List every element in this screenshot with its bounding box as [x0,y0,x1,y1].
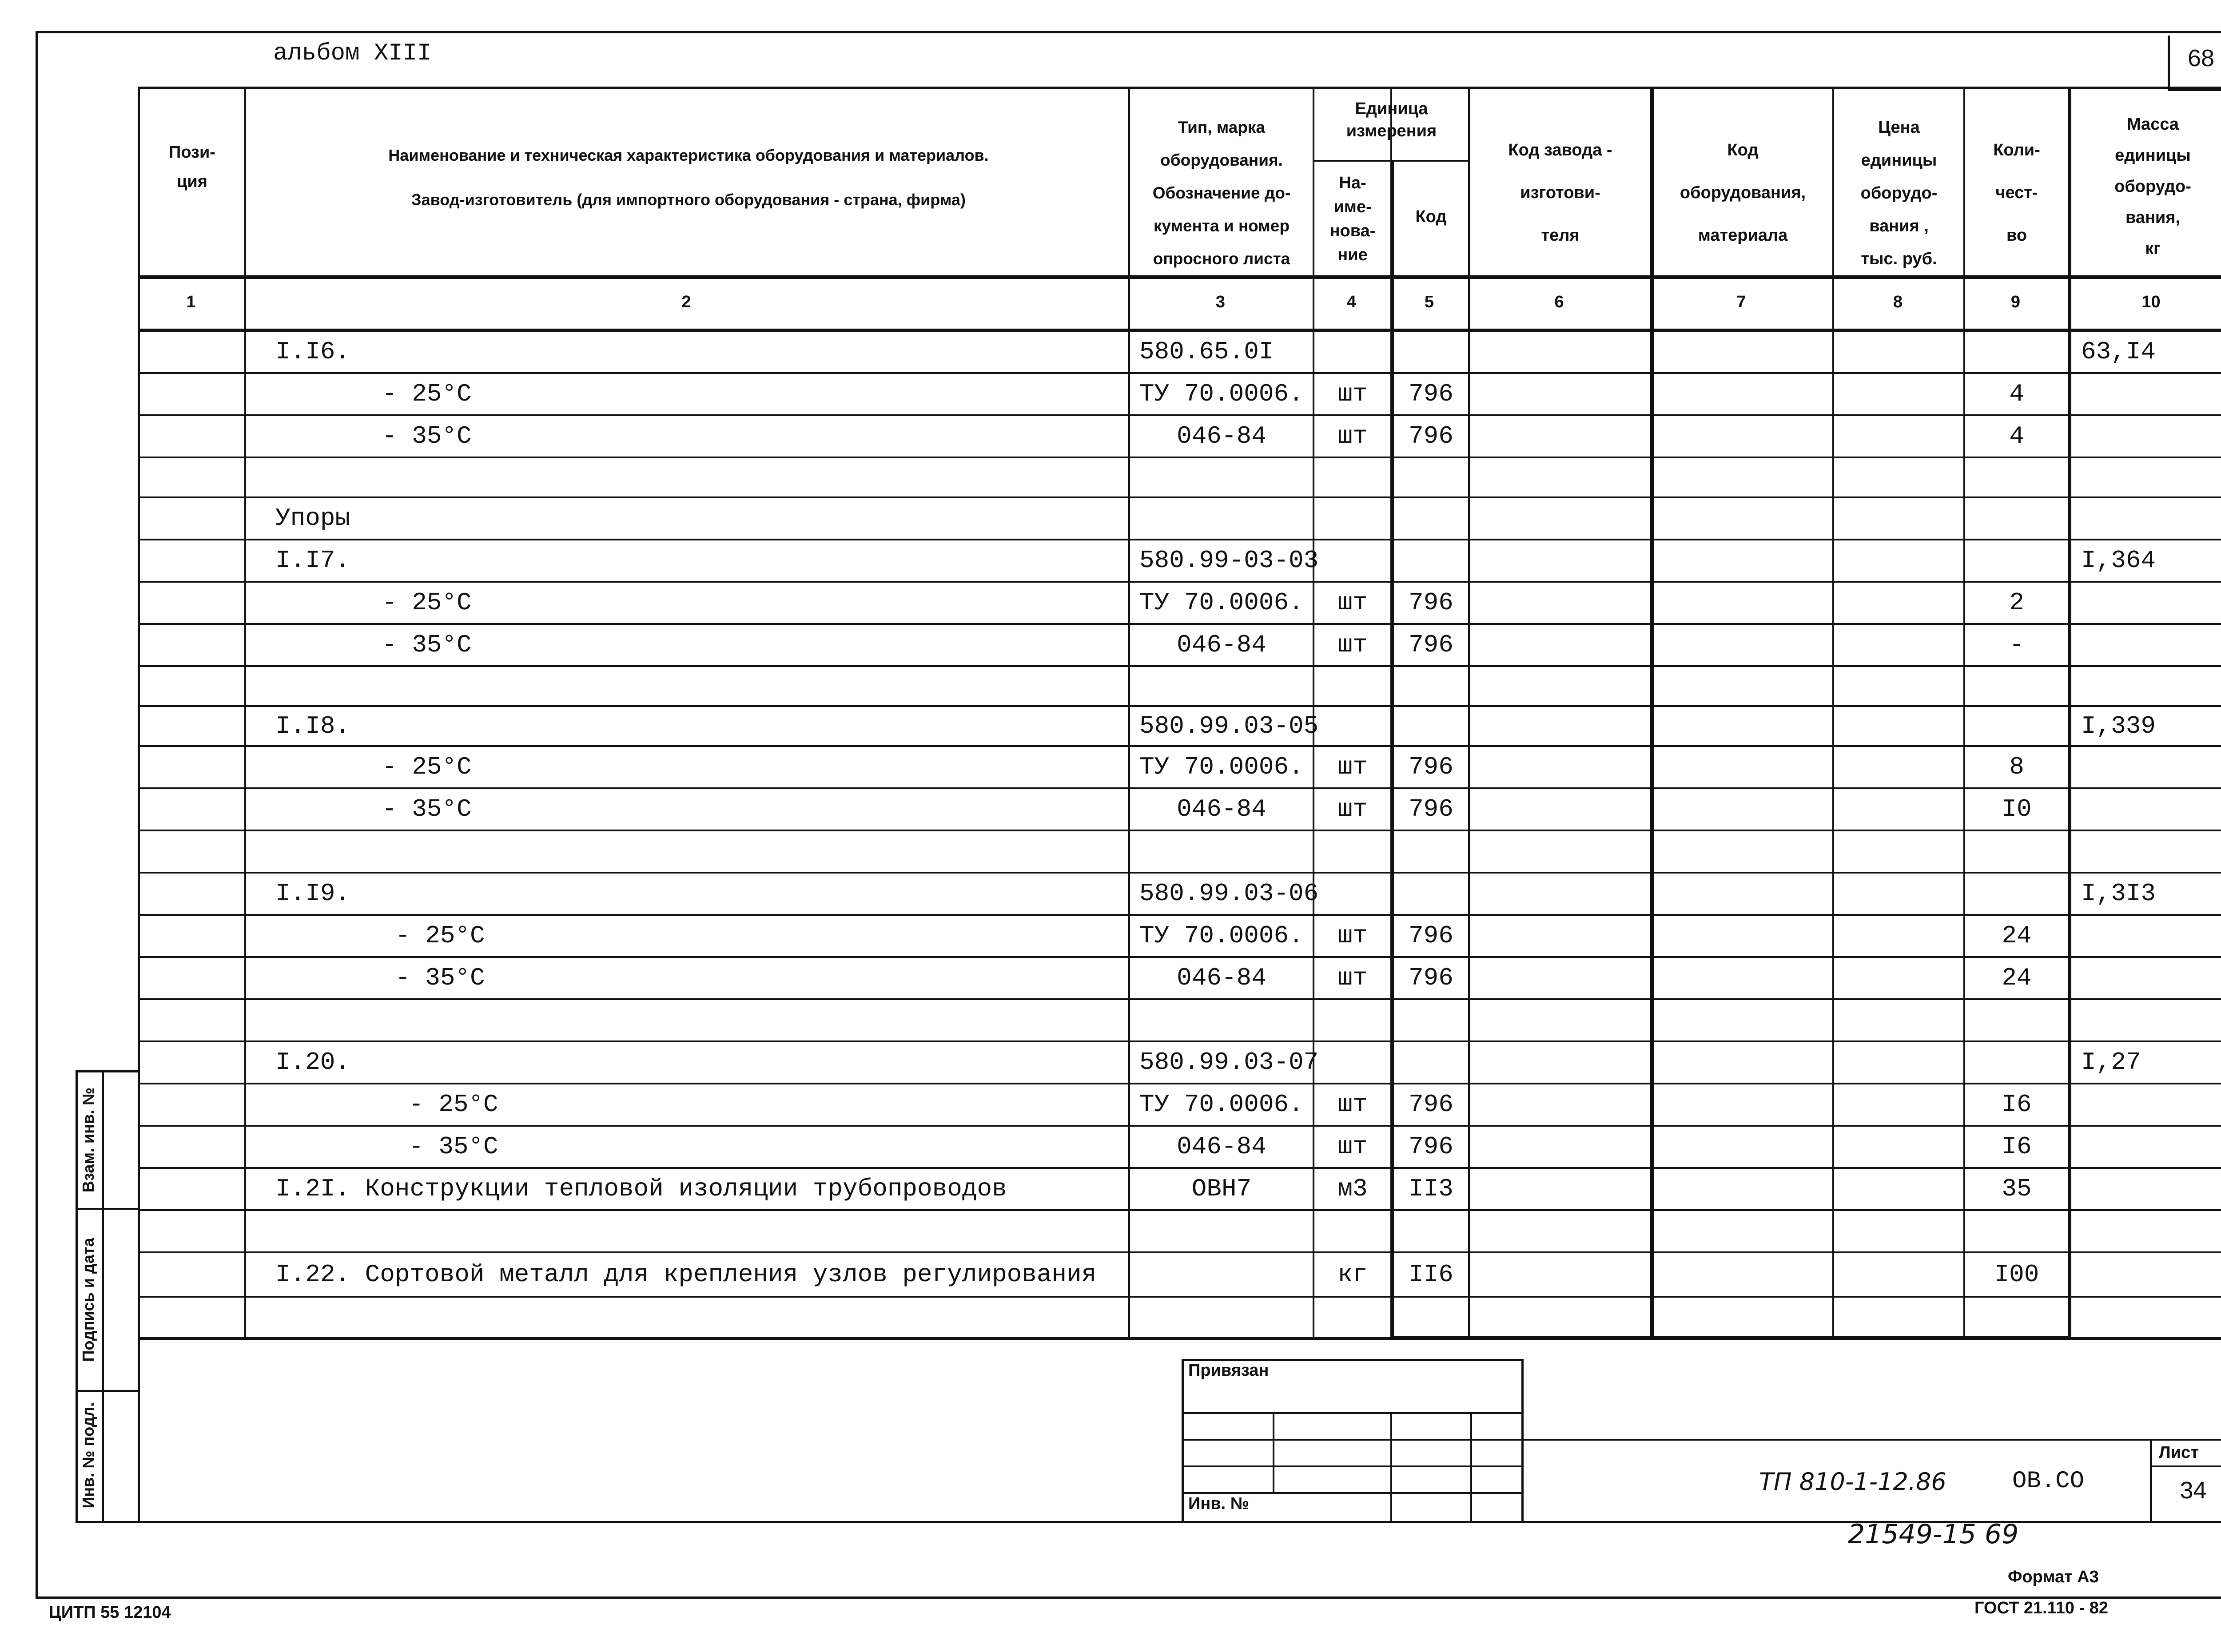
row-name: - 35°C [395,964,485,992]
row-type [1130,1297,1313,1338]
row-unit: шт [1337,380,1368,408]
row-type: 580.99.03-05 [1139,712,1319,740]
row-type [1130,830,1313,873]
row-type: ТУ 70.0006. [1139,588,1304,617]
row-qty: I6 [2002,1090,2032,1119]
row-qty [1966,706,2068,746]
table-row [0,497,2221,540]
row-name: I.20. [275,1048,350,1076]
ctp-label: ЦИТП 55 12104 [49,1603,171,1622]
row-unit [1315,1210,1390,1252]
row-qty [1966,830,2068,873]
table-row [0,1210,2221,1252]
row-unit: шт [1337,753,1368,781]
header-col10: Масса единицы оборудо- вания, кг [2114,115,2191,258]
handwritten-number: 21549-15 69 [1848,1519,2019,1550]
row-name: - 25°C [382,588,472,617]
table-row [0,1252,2221,1297]
row-unit: шт [1337,631,1368,659]
row-mass: I,364 [2081,546,2156,575]
row-type: 580.99-03-03 [1139,546,1319,575]
row-code [1394,873,1468,915]
table-row [0,582,2221,624]
row-name: - 35°C [409,1132,498,1161]
stamp-line-4 [1182,1492,1524,1494]
row-unit [1315,830,1390,873]
colnum-1: 1 [186,293,196,311]
row-code: 796 [1409,964,1453,992]
row-qty: I00 [1994,1260,2039,1289]
row-name: - 25°C [382,380,472,408]
row-unit: шт [1337,588,1368,617]
colnum-5: 5 [1424,293,1434,311]
row-name: I.2I. Конструкции тепловой изоляции трубопроводов [275,1175,1007,1203]
row-unit: шт [1337,1090,1368,1119]
row-qty [1966,497,2068,540]
sheet-box-divider [2150,1465,2221,1467]
row-qty [1966,331,2068,373]
row-unit: шт [1337,964,1368,992]
row-mass: I,27 [2081,1048,2141,1076]
row-type: ОВН7 [1191,1175,1252,1203]
row-type: 046-84 [1177,964,1266,992]
row-code: 796 [1409,1132,1453,1161]
table-row [0,1168,2221,1210]
row-code [1394,706,1468,746]
header-unit-group: Единица измерения [1346,99,1437,140]
row-code: 796 [1409,1090,1453,1119]
unit-group-line [1313,160,1468,162]
stamp-line-2 [1182,1439,1524,1441]
row-code [1394,1210,1468,1252]
row-unit [1315,457,1390,497]
colnum-9: 9 [2010,293,2021,311]
row-qty: I6 [2002,1132,2032,1161]
row-qty [1966,1041,2068,1084]
row-code [1394,830,1468,873]
colnum-8: 8 [1893,293,1903,311]
row-qty [1966,999,2068,1041]
header-col4: На- име- нова- ние [1329,174,1376,264]
table-row [0,415,2221,457]
row-type: 580.65.0I [1139,338,1274,366]
row-type: 580.99.03-07 [1139,1048,1319,1076]
table-row [0,373,2221,415]
side-strip-line-1 [76,1208,140,1210]
row-unit: шт [1337,795,1368,823]
row-code [1394,666,1468,706]
format-label: Формат А3 [2008,1568,2099,1586]
row-code [1394,457,1468,497]
row-type: 046-84 [1177,795,1266,823]
colnum-3: 3 [1215,293,1226,311]
row-name: Упоры [275,504,350,532]
row-type: 046-84 [1177,1132,1266,1161]
table-row [0,788,2221,830]
header-col5: Код [1415,207,1447,226]
row-type [1130,1252,1313,1297]
row-qty [1966,666,2068,706]
row-name: - 35°C [382,422,472,450]
row-code: 796 [1409,380,1453,408]
colnum-6: 6 [1554,293,1564,311]
table-row [0,666,2221,706]
row-qty [1966,873,2068,915]
row-name: - 25°C [382,753,472,781]
row-type: ТУ 70.0006. [1139,753,1304,781]
row-qty: 4 [2009,422,2024,450]
colnum-7: 7 [1736,293,1746,311]
header-col1: Пози- ция [169,143,215,191]
row-qty [1966,457,2068,497]
table-row [0,957,2221,999]
row-name: I.I6. [275,338,350,366]
row-mass: I,3I3 [2081,879,2156,908]
row-code [1394,331,1468,373]
side-label-replacement: Взам. инв. № [79,1087,97,1193]
row-type [1130,457,1313,497]
header-col9: Коли- чест- во [1993,141,2040,245]
album-label: альбом XIII [273,40,432,67]
row-type: 046-84 [1177,631,1266,659]
table-row [0,1297,2221,1338]
row-unit: кг [1337,1260,1368,1289]
bold-block-bottom [1390,1336,2071,1339]
row-name: I.22. Сортовой металл для крепления узлов регулирования [275,1260,1097,1289]
stamp-line-1 [1182,1412,1524,1414]
row-code [1394,1297,1468,1338]
row-type [1130,999,1313,1041]
stamp-attached-label: Привязан [1188,1361,1269,1380]
row-type: ТУ 70.0006. [1139,1090,1304,1119]
row-unit: м3 [1337,1175,1368,1203]
row-code: 796 [1409,753,1453,781]
colnum-4: 4 [1346,293,1357,311]
row-unit: шт [1337,921,1368,950]
table-row [0,1041,2221,1084]
row-qty: 2 [2009,588,2024,617]
row-name: - 25°C [395,921,485,950]
table-row [0,624,2221,666]
row-code: 796 [1409,588,1453,617]
row-type [1130,1210,1313,1252]
document-code: ТП 810-1-12.86 [1759,1468,1946,1496]
stamp-col-3 [1470,1412,1472,1523]
row-code: II6 [1409,1260,1453,1289]
row-type: ТУ 70.0006. [1139,921,1304,950]
side-label-original: Инв. № подл. [79,1402,97,1509]
row-mass: I,339 [2081,712,2156,740]
row-code: 796 [1409,631,1453,659]
table-row [0,746,2221,788]
row-qty [1966,540,2068,582]
stamp-line-3 [1182,1465,1524,1467]
row-type: 046-84 [1177,422,1266,450]
colnum-2: 2 [681,293,691,311]
side-strip-divider [102,1070,104,1523]
table-row [0,457,2221,497]
row-type: ТУ 70.0006. [1139,380,1304,408]
row-unit [1315,331,1390,373]
row-code [1394,999,1468,1041]
header-col7: Код оборудования, материала [1680,141,1806,245]
row-type [1130,666,1313,706]
row-mass: 63,I4 [2081,338,2156,366]
table-row [0,915,2221,957]
row-unit: шт [1337,422,1368,450]
row-code: II3 [1409,1175,1453,1203]
header-col6: Код завода - изготови- теля [1508,141,1612,245]
table-row [0,1084,2221,1126]
row-qty: I0 [2002,795,2032,823]
row-unit [1315,999,1390,1041]
row-unit [1315,1041,1390,1084]
side-label-signature: Подпись и дата [79,1238,97,1362]
row-unit [1315,540,1390,582]
colnum-10: 10 [2141,293,2161,311]
row-unit: шт [1337,1132,1368,1161]
row-unit [1315,497,1390,540]
header-col3: Тип, марка оборудования. Обозначение до- кумента и номер опросного листа [1152,118,1291,268]
row-qty [1966,1210,2068,1252]
header-col2: Наименование и техническая характеристика оборудования и материалов. Завод-изготовитель (для импортного оборудования - страна, фирма) [388,146,989,209]
header-col8: Цена единицы оборудо- вания , тыс. руб. [1860,118,1938,268]
row-unit [1315,666,1390,706]
row-unit [1315,873,1390,915]
row-name: I.I9. [275,879,350,908]
row-code [1394,1041,1468,1084]
table-row [0,540,2221,582]
stamp-col-1 [1273,1412,1274,1492]
row-type [1130,497,1313,540]
row-qty: - [2009,631,2024,659]
row-qty [1966,1297,2068,1338]
row-name: I.I8. [275,712,350,740]
row-code: 796 [1409,921,1453,950]
row-qty: 24 [2002,964,2032,992]
row-name: - 25°C [409,1090,498,1119]
stamp-inv-label: Инв. № [1188,1494,1250,1513]
stamp-col-2 [1390,1412,1392,1523]
row-name: I.I7. [275,546,350,575]
sheet-number: 34 [2180,1477,2207,1504]
row-code: 796 [1409,795,1453,823]
table-row [0,706,2221,746]
table-row [0,331,2221,373]
table-row [0,999,2221,1041]
row-unit [1315,1297,1390,1338]
title-block-top [1524,1439,2221,1441]
row-qty: 4 [2009,380,2024,408]
gost-label: ГОСТ 21.110 - 82 [1974,1599,2109,1617]
row-code [1394,540,1468,582]
row-code [1394,497,1468,540]
row-qty: 8 [2009,753,2024,781]
row-name: - 35°C [382,631,472,659]
sheet-label: Лист [2159,1443,2199,1462]
row-unit [1315,706,1390,746]
table-row [0,873,2221,915]
page-number: 68 [2187,45,2215,71]
table-row [0,830,2221,873]
row-qty: 24 [2002,921,2032,950]
section-code: ОВ.СО [2012,1468,2085,1495]
row-code: 796 [1409,422,1453,450]
row-qty: 35 [2002,1175,2032,1203]
row-type: 580.99.03-06 [1139,879,1319,908]
row-name: - 35°C [382,795,472,823]
table-row [0,1126,2221,1168]
